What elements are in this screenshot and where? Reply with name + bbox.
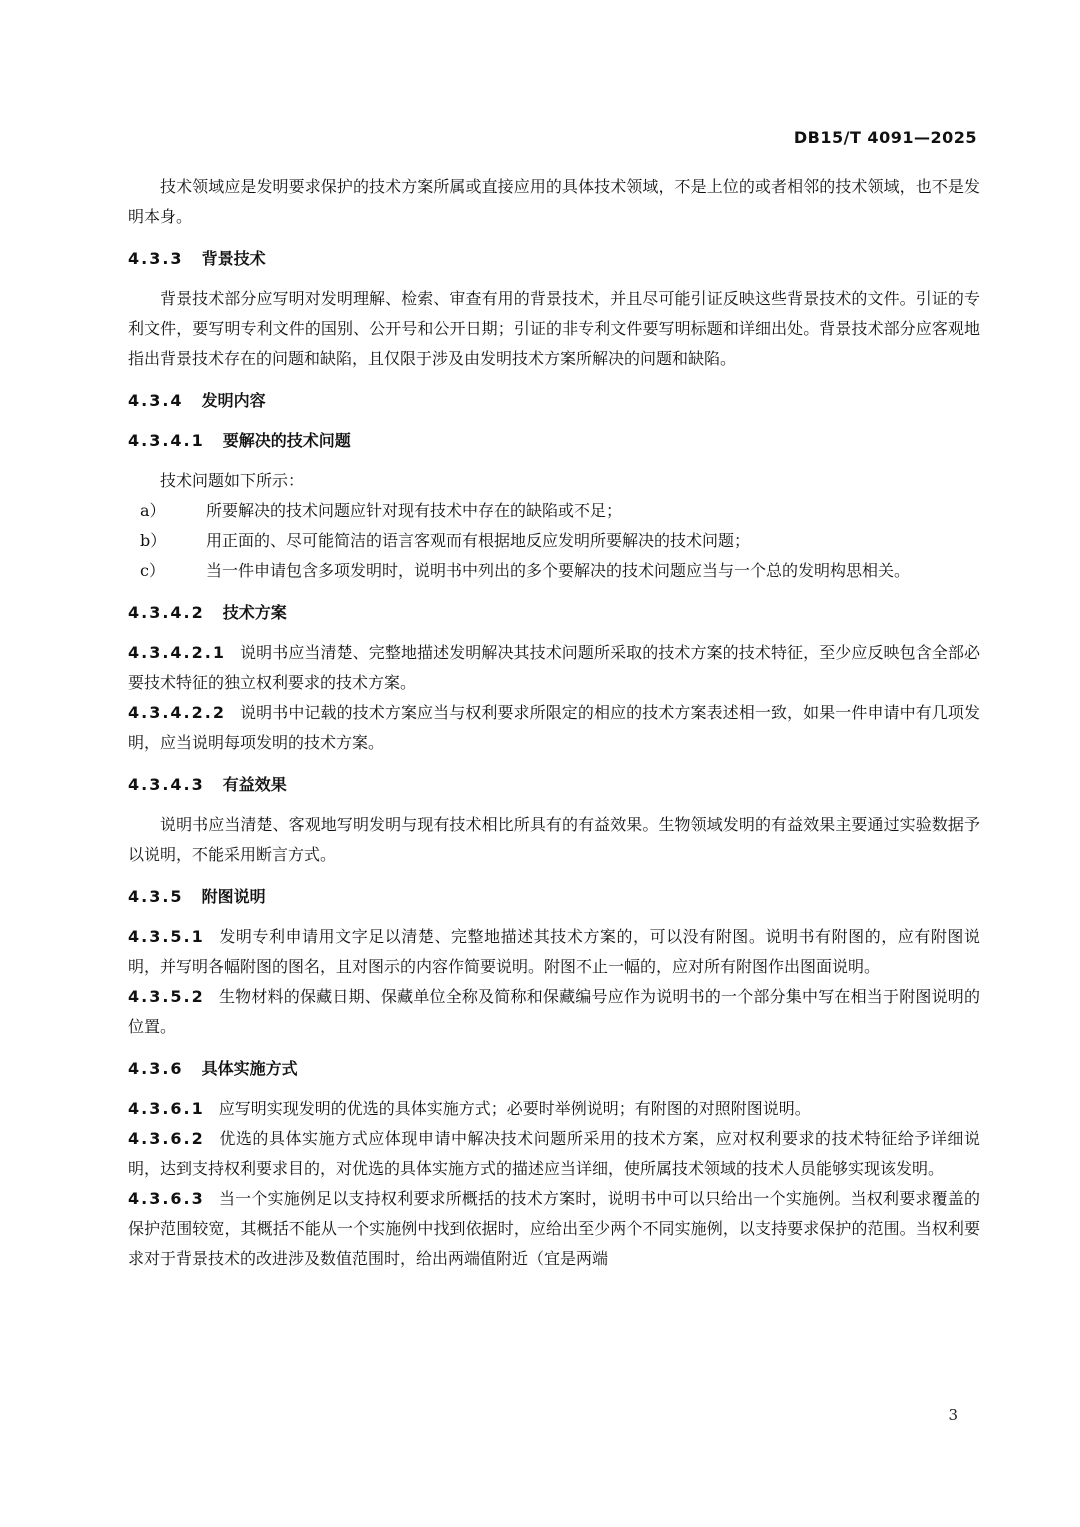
clause-4-3-6-2 [128, 1124, 980, 1184]
list-item-text: 用正面的、尽可能简洁的语言客观而有根据地反应发明所要解决的技术问题； [206, 531, 751, 550]
list-intro: 技术问题如下所示： [160, 471, 305, 490]
clause-4-3-4-2-2 [128, 698, 980, 758]
paragraph-background: 背景技术部分应写明对发明理解、检索、审查有用的背景技术，并且尽可能引证反映这些背景技术的文件。引证的专利文件，要写明专利文件的国别、公开号和公开日期；引证的非专利文件要写明标题和详细出处。背景技术部分应客观地指出背景技术存在的问题和缺陷，且仅限于涉及由发明技术方案所解决的问题和缺陷。 [128, 289, 980, 368]
clause-text: 发明专利申请用文字足以清楚、完整地描述其技术方案的，可以没有附图。说明书有附图的，应有附图说明，并写明各幅附图的图名，且对图示的内容作简要说明。附图不止一幅的，应对所有附图作出图面说明。 [128, 927, 980, 976]
section-title: 技术方案 [222, 603, 287, 622]
section-number: 4.3.4 [128, 391, 184, 410]
section-title: 附图说明 [201, 887, 266, 906]
section-heading-4-3-4-1 [128, 426, 980, 456]
section-number: 4.3.5 [128, 887, 184, 906]
page-number: 3 [948, 1406, 958, 1424]
clause-number: 4.3.4.2.1 [128, 643, 226, 662]
clause-4-3-5-1 [128, 922, 980, 982]
clause-number: 4.3.5.2 [128, 987, 205, 1006]
section-heading-4-3-3 [128, 244, 980, 274]
paragraph-beneficial-effects: 说明书应当清楚、客观地写明发明与现有技术相比所具有的有益效果。生物领域发明的有益效果主要通过实验数据予以说明，不能采用断言方式。 [128, 815, 980, 864]
section-number: 4.3.4.3 [128, 775, 205, 794]
section-title: 背景技术 [201, 249, 266, 268]
section-heading-4-3-4-2 [128, 598, 980, 628]
clause-4-3-5-2 [128, 982, 980, 1042]
section-title: 要解决的技术问题 [222, 431, 351, 450]
page-content [128, 172, 980, 1274]
list-item [128, 556, 980, 586]
list-item [128, 496, 980, 526]
section-heading-4-3-6 [128, 1054, 980, 1084]
document-code: DB15/T 4091—2025 [793, 128, 977, 147]
clause-text: 说明书中记载的技术方案应当与权利要求所限定的相应的技术方案表述相一致，如果一件申请中有几项发明，应当说明每项发明的技术方案。 [128, 703, 980, 752]
section-title: 发明内容 [201, 391, 266, 410]
clause-number: 4.3.5.1 [128, 927, 205, 946]
clause-4-3-6-3 [128, 1184, 980, 1274]
section-heading-4-3-5 [128, 882, 980, 912]
list-marker: a） [140, 501, 166, 520]
clause-number: 4.3.6.1 [128, 1099, 205, 1118]
section-number: 4.3.4.2 [128, 603, 205, 622]
clause-4-3-6-1 [128, 1094, 980, 1124]
clause-text: 当一个实施例足以支持权利要求所概括的技术方案时，说明书中可以只给出一个实施例。当权利要求覆盖的保护范围较宽，其概括不能从一个实施例中找到依据时，应给出至少两个不同实施例，以支持要求保护的范围。当权利要求对于背景技术的改进涉及数值范围时，给出两端值附近（宜是两端 [128, 1189, 980, 1268]
clause-number: 4.3.6.2 [128, 1129, 205, 1148]
clause-number: 4.3.6.3 [128, 1189, 205, 1208]
list-item-text: 所要解决的技术问题应针对现有技术中存在的缺陷或不足； [206, 501, 623, 520]
list-marker: c） [140, 561, 165, 580]
section-heading-4-3-4-3 [128, 770, 980, 800]
section-number: 4.3.4.1 [128, 431, 205, 450]
clause-text: 生物材料的保藏日期、保藏单位全称及简称和保藏编号应作为说明书的一个部分集中写在相当于附图说明的位置。 [128, 987, 980, 1036]
clause-text: 说明书应当清楚、完整地描述发明解决其技术问题所采取的技术方案的技术特征，至少应反映包含全部必要技术特征的独立权利要求的技术方案。 [128, 643, 980, 692]
section-title: 有益效果 [222, 775, 287, 794]
list-item [128, 526, 980, 556]
clause-text: 优选的具体实施方式应体现申请中解决技术问题所采用的技术方案，应对权利要求的技术特征给予详细说明，达到支持权利要求目的，对优选的具体实施方式的描述应当详细，使所属技术领域的技术人员能够实现该发明。 [128, 1129, 980, 1178]
clause-4-3-4-2-1 [128, 638, 980, 698]
section-number: 4.3.3 [128, 249, 184, 268]
clause-text: 应写明实现发明的优选的具体实施方式；必要时举例说明；有附图的对照附图说明。 [218, 1099, 811, 1118]
list-marker: b） [140, 531, 167, 550]
clause-number: 4.3.4.2.2 [128, 703, 226, 722]
paragraph-technical-field: 技术领域应是发明要求保护的技术方案所属或直接应用的具体技术领域，不是上位的或者相邻的技术领域，也不是发明本身。 [128, 177, 980, 226]
section-number: 4.3.6 [128, 1059, 184, 1078]
section-heading-4-3-4 [128, 386, 980, 416]
section-title: 具体实施方式 [201, 1059, 298, 1078]
list-item-text: 当一件申请包含多项发明时，说明书中列出的多个要解决的技术问题应当与一个总的发明构思相关。 [206, 561, 911, 580]
